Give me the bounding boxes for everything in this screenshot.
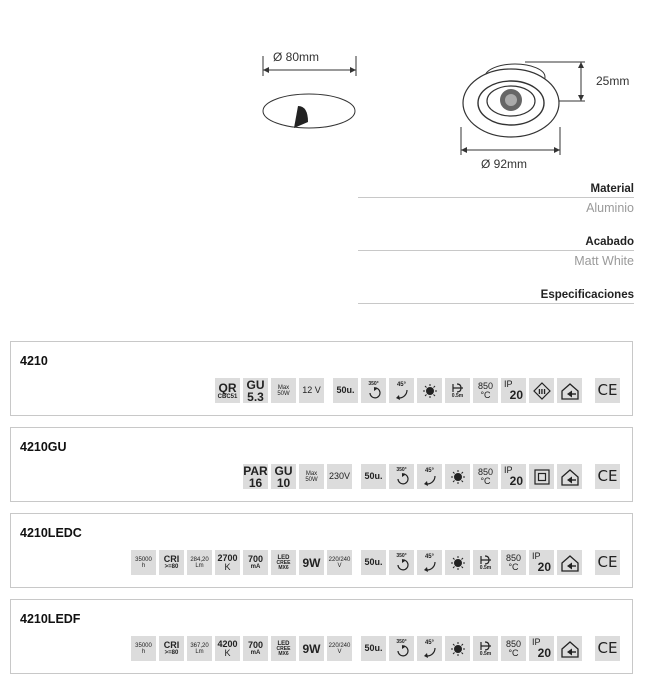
badge-line: 10 <box>276 475 291 489</box>
lumens-badge <box>187 550 212 575</box>
badge-line: 220/240 <box>328 556 351 563</box>
light-source-icon <box>445 636 470 661</box>
badge-line: 0.5m <box>479 565 492 571</box>
badge-line: 367,20 <box>190 642 209 649</box>
badge-line: h <box>141 562 146 569</box>
cri-badge <box>159 550 184 575</box>
tilt-icon <box>389 378 414 403</box>
badge-line: MX6 <box>278 650 289 657</box>
badge-line: 16 <box>248 475 263 489</box>
badge-line: 850 <box>505 552 522 563</box>
badge-line: IP <box>532 637 541 647</box>
pack-badge <box>361 636 386 661</box>
badge-line: °C <box>480 389 491 400</box>
tilt-icon <box>417 550 442 575</box>
voltage-badge <box>299 378 324 403</box>
voltage-badge <box>327 636 352 661</box>
feature-icons <box>128 636 620 661</box>
badge-line: 45° <box>424 553 435 560</box>
badge-line: CREE <box>276 645 291 652</box>
spec-specifications <box>358 289 634 304</box>
temperature-badge <box>473 378 498 403</box>
badge-line: PAR <box>243 464 268 478</box>
lifetime-badge <box>131 636 156 661</box>
cable-icon <box>445 378 470 403</box>
ip-rating-badge <box>529 550 554 575</box>
spec-finish <box>358 236 634 268</box>
spec-material <box>358 183 634 215</box>
wattage-badge <box>299 636 324 661</box>
badge-line: >=80 <box>164 650 179 656</box>
badge-line: 0.5m <box>451 393 464 399</box>
badge-line: 50u. <box>364 557 383 567</box>
badge-line: mA <box>250 564 261 570</box>
tilt-icon <box>417 636 442 661</box>
led-chip-badge <box>271 636 296 661</box>
product-code: 4210LEDC <box>20 526 82 540</box>
power-badge <box>299 464 324 489</box>
badge-line: °C <box>480 475 491 486</box>
badge-line: K <box>224 647 231 658</box>
spec-value: Aluminio <box>586 201 634 215</box>
badge-line: 850 <box>505 638 522 649</box>
ip-rating-badge <box>501 378 526 403</box>
indoor-use-icon <box>557 378 582 403</box>
badge-line: K <box>224 561 231 572</box>
badge-line: °C <box>508 561 519 572</box>
ce-mark-icon <box>595 636 620 661</box>
ce-mark-icon <box>595 550 620 575</box>
ip-rating-badge <box>501 464 526 489</box>
indoor-use-icon <box>557 464 582 489</box>
badge-line: 45° <box>424 639 435 646</box>
product-code: 4210GU <box>20 440 67 454</box>
voltage-badge <box>327 550 352 575</box>
downlight-diagram <box>455 55 605 170</box>
ip-rating-badge <box>529 636 554 661</box>
badge-line: 20 <box>509 388 523 402</box>
badge-line: CE <box>597 381 618 399</box>
ce-mark-icon <box>595 378 620 403</box>
badge-line: CBC51 <box>217 393 238 400</box>
pack-badge <box>361 550 386 575</box>
socket-badge <box>243 378 268 403</box>
temperature-badge <box>501 636 526 661</box>
badge-line: GU <box>246 378 265 392</box>
badge-line: LED <box>277 554 290 561</box>
badge-line: IP <box>504 379 513 389</box>
cutout-dimension-label: Ø 80mm <box>273 50 320 64</box>
product-code: 4210LEDF <box>20 612 81 626</box>
temperature-badge <box>473 464 498 489</box>
badge-line: 284,20 <box>190 556 209 563</box>
height-dimension-label: 25mm <box>596 74 630 88</box>
diameter-dimension-label: Ø 92mm <box>481 157 528 171</box>
ce-mark-icon <box>595 464 620 489</box>
spec-title: Material <box>590 183 634 195</box>
badge-line: 350° <box>396 639 407 645</box>
color-temperature-badge <box>215 636 240 661</box>
badge-line: 700 <box>247 554 264 564</box>
badge-line: 350° <box>368 381 379 387</box>
cri-badge <box>159 636 184 661</box>
divider <box>358 303 634 304</box>
indoor-use-icon <box>557 550 582 575</box>
badge-line: Max <box>277 384 290 391</box>
badge-line: 12 V <box>302 385 321 395</box>
cable-icon <box>473 636 498 661</box>
badge-line: 350° <box>396 467 407 473</box>
rotation-icon <box>389 550 414 575</box>
class-iii-icon <box>529 378 554 403</box>
badge-line: 4200 <box>217 638 238 649</box>
badge-line: IP <box>504 465 513 475</box>
badge-line: 50W <box>305 476 318 483</box>
product-drawing <box>455 55 605 170</box>
badge-line: V <box>337 562 342 569</box>
badge-line: V <box>337 648 342 655</box>
badge-line: 700 <box>247 640 264 650</box>
badge-line: 45° <box>424 467 435 474</box>
product-row-4210 <box>10 341 633 416</box>
voltage-badge <box>327 464 352 489</box>
badge-line: >=80 <box>164 564 179 570</box>
badge-line: h <box>141 648 146 655</box>
wattage-badge <box>299 550 324 575</box>
feature-icons <box>212 378 620 403</box>
badge-line: 0.5m <box>479 651 492 657</box>
badge-line: 2700 <box>217 552 238 563</box>
lumens-badge <box>187 636 212 661</box>
badge-line: CE <box>597 553 618 571</box>
badge-line: MX6 <box>278 564 289 571</box>
badge-line: Lm <box>195 562 204 569</box>
badge-line: CRI <box>163 640 180 650</box>
badge-line: 50u. <box>364 643 383 653</box>
badge-line: 20 <box>509 474 523 488</box>
badge-line: 35000 <box>135 642 152 649</box>
badge-line: LED <box>277 640 290 647</box>
badge-line: 5.3 <box>247 389 264 403</box>
badge-line: 230V <box>328 471 351 481</box>
lamp-type-badge <box>215 378 240 403</box>
current-badge <box>243 550 268 575</box>
socket-badge <box>271 464 296 489</box>
badge-line: 50u. <box>364 471 383 481</box>
pack-badge <box>333 378 358 403</box>
badge-line: 220/240 <box>328 642 351 649</box>
pack-badge <box>361 464 386 489</box>
lifetime-badge <box>131 550 156 575</box>
badge-line: CE <box>597 467 618 485</box>
badge-line: CE <box>597 639 618 657</box>
cable-icon <box>473 550 498 575</box>
tilt-icon <box>417 464 442 489</box>
rotation-icon <box>361 378 386 403</box>
product-row-4210ledc <box>10 513 633 588</box>
class-ii-icon <box>529 464 554 489</box>
spec-value: Matt White <box>574 254 634 268</box>
badge-line: 50W <box>277 390 290 397</box>
badge-line: 850 <box>477 466 494 477</box>
badge-line: Lm <box>195 648 204 655</box>
feature-icons <box>128 550 620 575</box>
temperature-badge <box>501 550 526 575</box>
badge-line: mA <box>250 650 261 656</box>
rotation-icon <box>389 464 414 489</box>
indoor-use-icon <box>557 636 582 661</box>
badge-line: 50u. <box>336 385 355 395</box>
power-badge <box>271 378 296 403</box>
badge-line: GU <box>274 464 293 478</box>
badge-line: 350° <box>396 553 407 559</box>
badge-line: IP <box>532 551 541 561</box>
badge-line: °C <box>508 647 519 658</box>
badge-line: 9W <box>302 641 321 656</box>
light-source-icon <box>445 464 470 489</box>
color-temperature-badge <box>215 550 240 575</box>
badge-line: 20 <box>537 560 551 574</box>
product-row-4210ledf <box>10 599 633 674</box>
feature-icons <box>240 464 620 489</box>
badge-line: 20 <box>537 646 551 660</box>
badge-line: 45° <box>396 381 407 388</box>
led-chip-badge <box>271 550 296 575</box>
badge-line: 35000 <box>135 556 152 563</box>
badge-line: Max <box>305 470 318 477</box>
badge-line: QR <box>218 380 237 395</box>
spec-title: Acabado <box>585 236 634 248</box>
product-code: 4210 <box>20 354 48 368</box>
svg-text:III: III <box>537 387 546 396</box>
badge-line: CREE <box>276 559 291 566</box>
badge-line: 9W <box>302 555 321 570</box>
lamp-type-badge <box>243 464 268 489</box>
badge-line: CRI <box>163 554 180 564</box>
light-source-icon <box>445 550 470 575</box>
current-badge <box>243 636 268 661</box>
product-row-4210gu <box>10 427 633 502</box>
badge-line: 850 <box>477 380 494 391</box>
spec-title: Especificaciones <box>540 289 634 301</box>
light-source-icon <box>417 378 442 403</box>
rotation-icon <box>389 636 414 661</box>
